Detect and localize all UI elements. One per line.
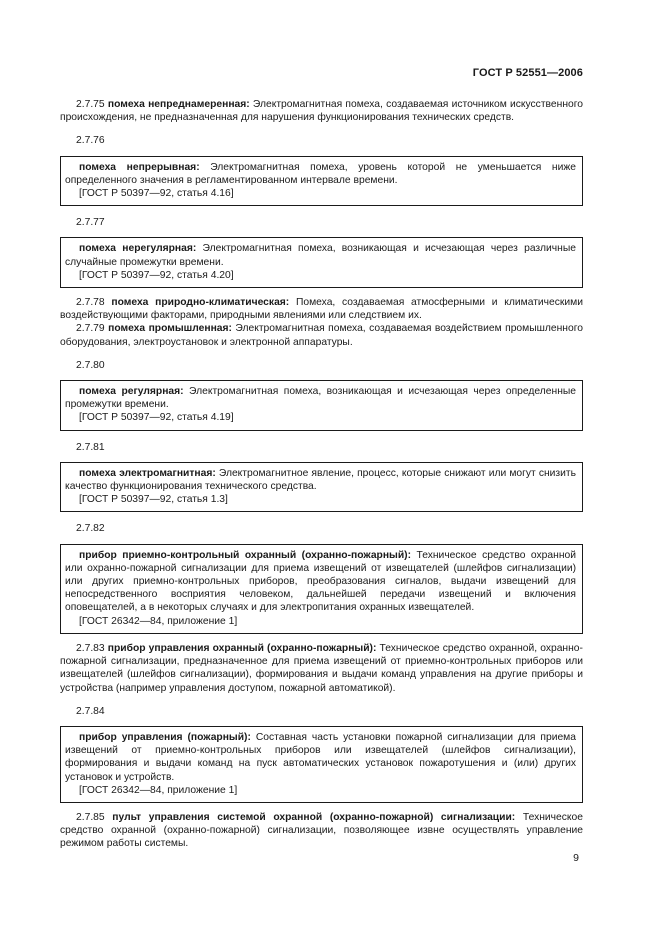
entry-term: помеха электромагнитная: bbox=[79, 467, 216, 479]
entry-term: помеха природно-климатическая: bbox=[111, 297, 290, 309]
entry-box-2-7-77 bbox=[60, 237, 583, 288]
entry-box-2-7-80 bbox=[60, 380, 583, 431]
entry-text: Электромагнитная помеха, уровень которой не уменьшается ниже определенного значения в регламентированном интервале времени. bbox=[65, 161, 576, 186]
entry-number-line: 2.7.81 bbox=[76, 441, 105, 453]
entry-term: помеха непреднамеренная: bbox=[107, 99, 250, 110]
entry-2-7-85 bbox=[60, 811, 583, 851]
entry-number-line: 2.7.84 bbox=[76, 705, 105, 717]
entry-2-7-75 bbox=[60, 98, 583, 124]
entry-term: помеха регулярная: bbox=[79, 386, 184, 398]
entry-reference: [ГОСТ 26342—84, приложение 1] bbox=[79, 615, 238, 627]
entry-text: Электромагнитная помеха, создаваемая воздействием промышленного оборудования, электроустановок и электронной аппаратуры. bbox=[60, 323, 583, 348]
entry-reference: [ГОСТ Р 50397—92, статья 4.20] bbox=[79, 269, 234, 281]
entry-term: помеха непрерывная: bbox=[79, 161, 200, 173]
entry-number-line: 2.7.77 bbox=[76, 217, 105, 229]
document-body bbox=[60, 98, 583, 851]
entry-box-2-7-76 bbox=[60, 156, 583, 207]
entry-text: Техническое средство охранной (охранно-пожарной) сигнализации, позволяющее извне осуществлять управление режимом работы системы. bbox=[60, 811, 583, 850]
entry-term: прибор управления охранный (охранно-пожарный): bbox=[107, 642, 377, 654]
entry-text: Помеха, создаваемая атмосферными и климатическими воздействующими факторами, природными явлениями или следствием их. bbox=[60, 297, 583, 322]
entry-box-2-7-81 bbox=[60, 462, 583, 513]
entry-number-line: 2.7.82 bbox=[76, 523, 105, 535]
entry-2-7-78 bbox=[60, 296, 583, 322]
entry-reference: [ГОСТ Р 50397—92, статья 4.19] bbox=[79, 412, 234, 424]
entry-number-line: 2.7.76 bbox=[76, 135, 105, 147]
entry-reference: [ГОСТ Р 50397—92, статья 4.16] bbox=[79, 188, 234, 200]
entry-text: Техническое средство охранной, охранно-пожарной сигнализации, предназначенное для приема извещений от приемно-контрольных приборов или извещателей (шлейфов сигнализации), формирования и выдачи команд управления на другие приборы и устройства (например управления доступом, пожарной автоматикой). bbox=[60, 642, 583, 694]
entry-term: прибор приемно-контрольный охранный (охранно-пожарный): bbox=[79, 549, 412, 561]
entry-text: Электромагнитная помеха, возникающая и исчезающая через определенные промежутки времени. bbox=[65, 386, 577, 411]
entry-text: Составная часть установки пожарной сигнализации для приема извещений от приемно-контрольных приборов или извещателей (шлейфов сигнализации), формирования и выдачи команд на пуск автоматических установок пожаротушения и (или) других установок и устройств. bbox=[65, 731, 576, 783]
entry-number: 2.7.85 bbox=[76, 811, 105, 823]
document-code: ГОСТ Р 52551—2006 bbox=[472, 67, 583, 79]
page-number: 9 bbox=[573, 852, 579, 864]
entry-number: 2.7.75 bbox=[76, 99, 105, 110]
entry-box-2-7-82 bbox=[60, 544, 583, 634]
entry-text: Электромагнитная помеха, создаваемая источником искусственного происхождения, не предназначенная для нарушения функционирования технических средств. bbox=[60, 99, 583, 124]
entry-text: Техническое средство охранной или охранно-пожарной сигнализации для приема извещений от извещателей (шлейфов сигнализации) или других приемно-контрольных приборов, преобразования сигналов, выдачи извещений для непосредственного восприятия человеком, дальнейшей передачи извещений и включения оповещателей, а в некоторых случаях и для электропитания охранных извещателей. bbox=[65, 549, 576, 614]
entry-term: пульт управления системой охранной (охранно-пожарной) сигнализации: bbox=[112, 811, 516, 823]
entry-term: прибор управления (пожарный): bbox=[79, 731, 251, 743]
entry-text: Электромагнитное явление, процесс, которые снижают или могут снизить качество функционирования технического средства. bbox=[65, 467, 576, 493]
entry-text: Электромагнитная помеха, возникающая и исчезающая через различные случайные промежутки времени. bbox=[65, 243, 576, 268]
entry-reference: [ГОСТ Р 50397—92, статья 1.3] bbox=[79, 494, 228, 506]
entry-number: 2.7.79 bbox=[76, 323, 105, 335]
entry-number-line: 2.7.80 bbox=[76, 359, 105, 371]
entry-2-7-83 bbox=[60, 642, 583, 695]
entry-number: 2.7.78 bbox=[76, 297, 105, 309]
entry-box-2-7-84 bbox=[60, 726, 583, 803]
entry-term: помеха промышленная: bbox=[108, 323, 232, 335]
entry-term: помеха нерегулярная: bbox=[79, 243, 197, 255]
entry-number: 2.7.83 bbox=[76, 642, 105, 654]
entry-2-7-79 bbox=[60, 322, 583, 348]
entry-reference: [ГОСТ 26342—84, приложение 1] bbox=[79, 784, 238, 796]
